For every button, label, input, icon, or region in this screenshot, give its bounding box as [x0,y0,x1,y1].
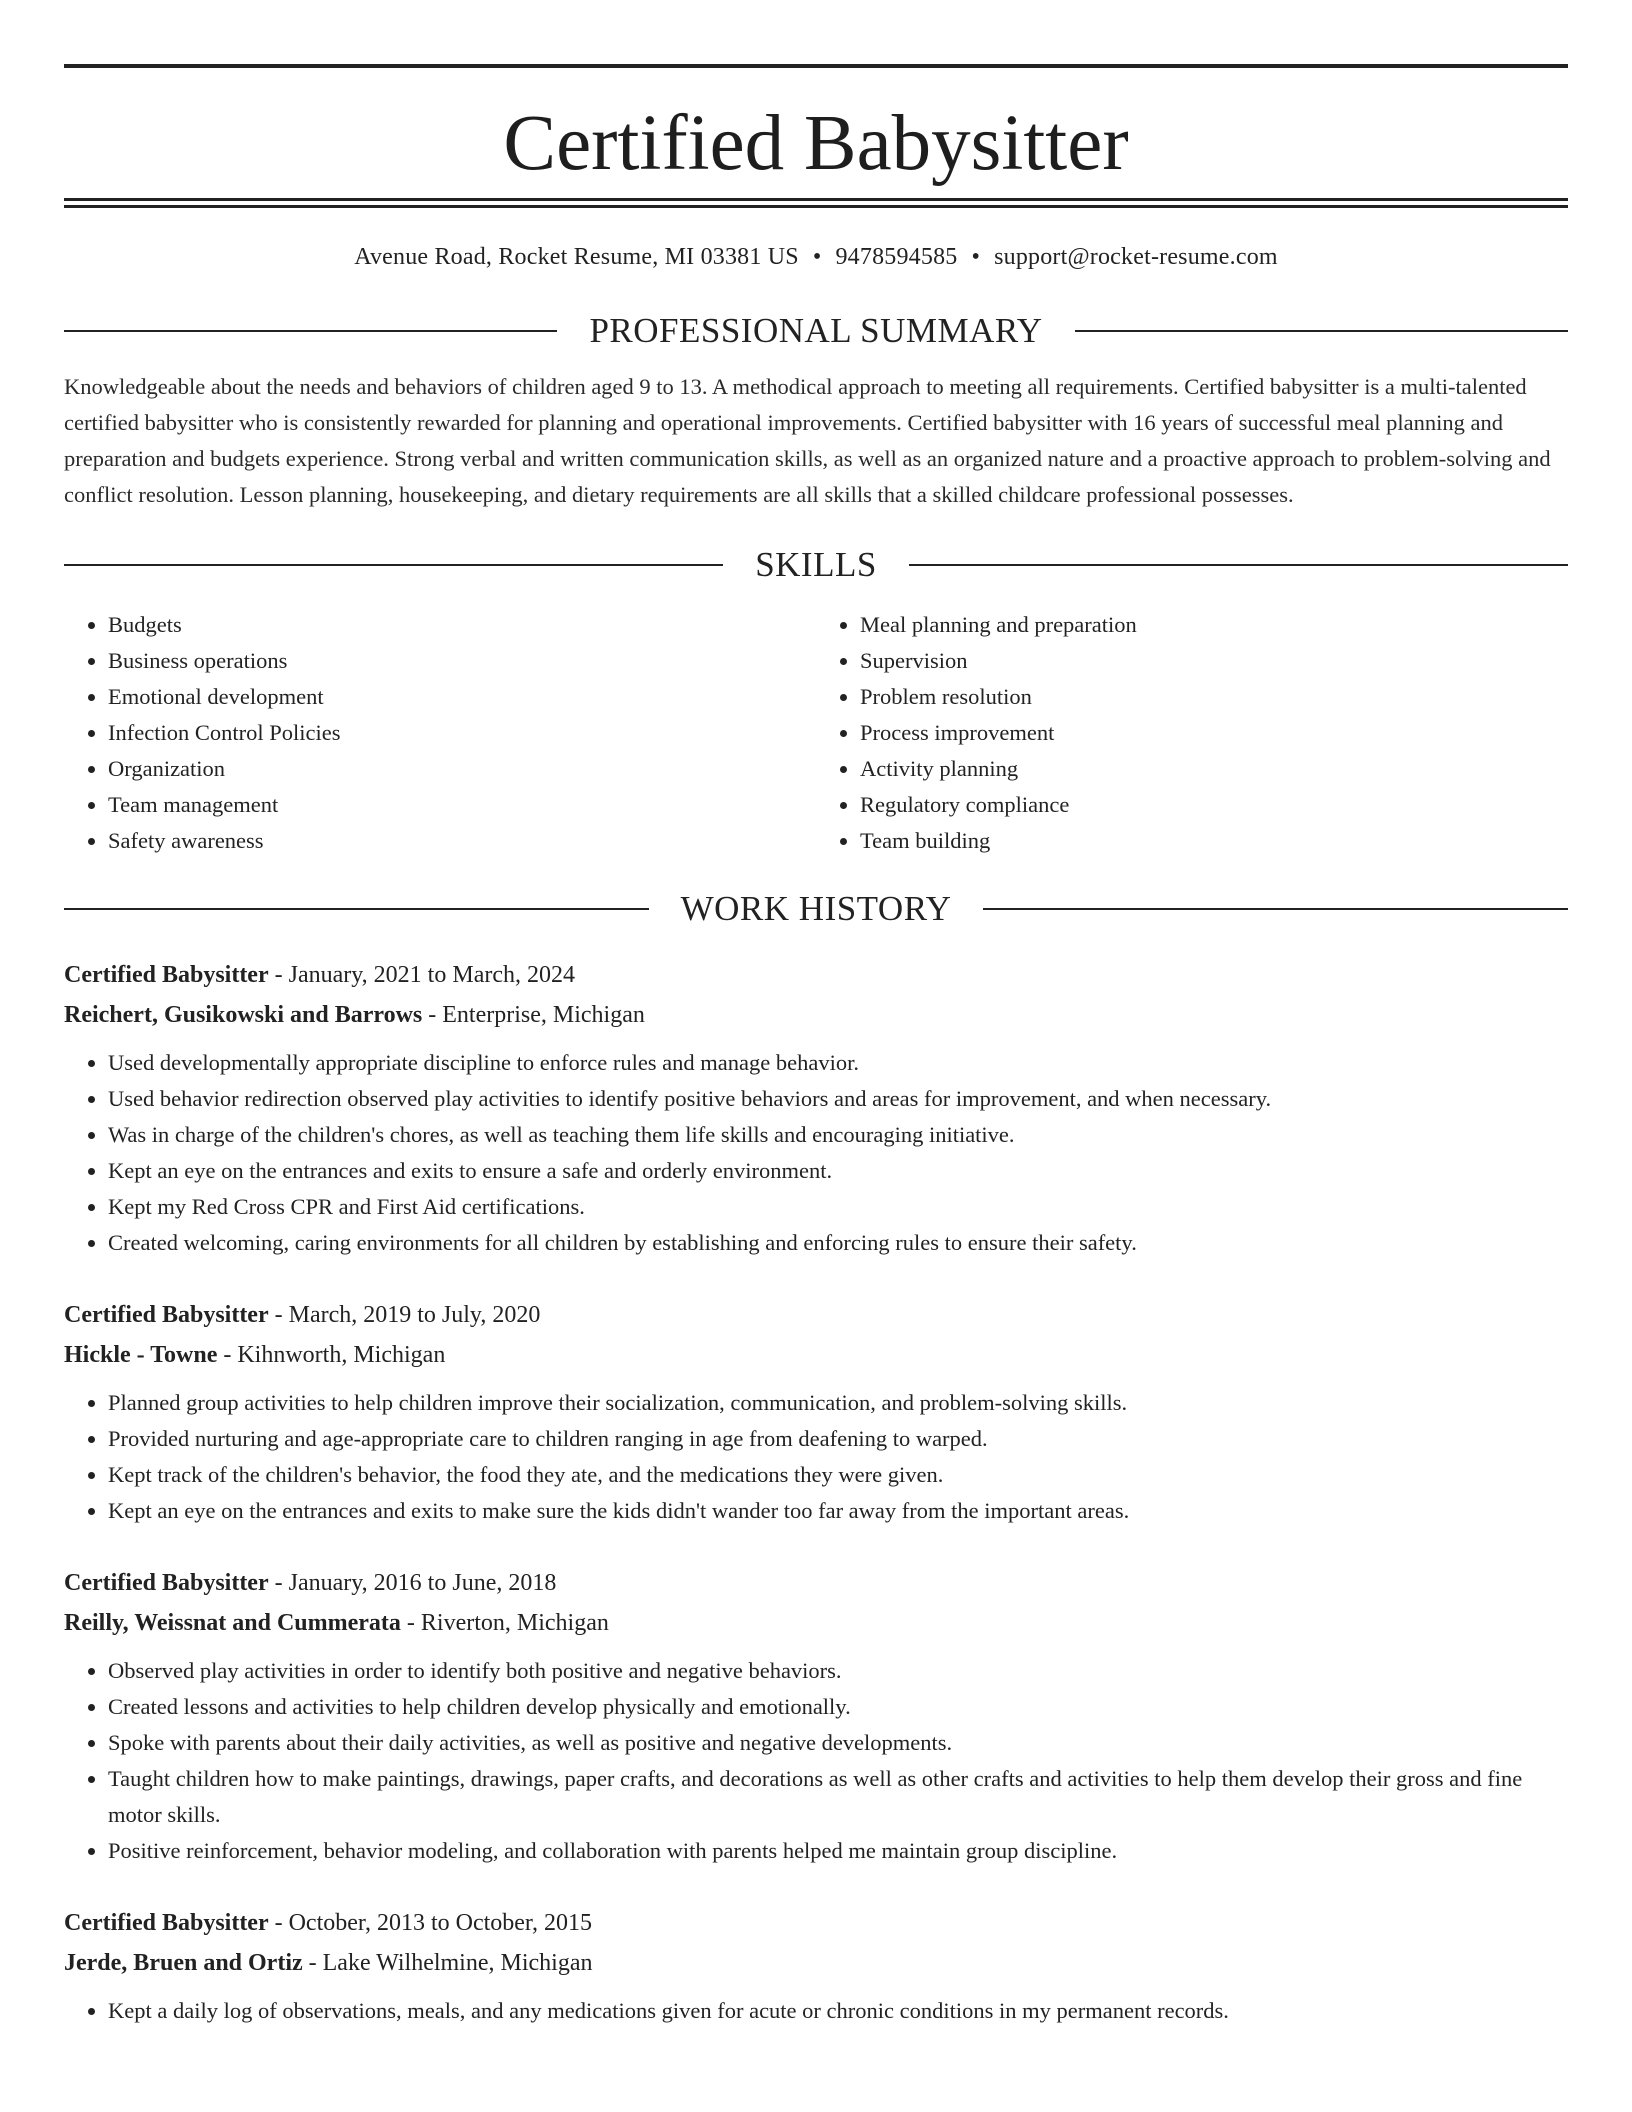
job-bullet: • Provided nurturing and age-appropriate care to children ranging in age from deafening to warped. [108,1421,1568,1457]
job-company: Jerde, Bruen and Ortiz [64,1950,303,1976]
skill-item: • Problem resolution [860,679,1568,715]
resume-title: Certified Babysitter [503,100,1129,187]
contact-address: Avenue Road, Rocket Resume, MI 03381 US [354,244,799,270]
section-rule-right [909,564,1568,566]
job-bullets [64,1045,1568,1261]
job-company-line [64,1943,1568,1983]
work-section-header [64,889,1568,929]
summary-section-title: PROFESSIONAL SUMMARY [589,311,1043,350]
job-bullets [64,1653,1568,1869]
skill-item: • Business operations [108,643,816,679]
job-title: Certified Babysitter [64,1910,269,1936]
job-location: - Enterprise, Michigan [422,1002,645,1028]
section-rule-right [1075,330,1568,332]
job-title: Certified Babysitter [64,962,269,988]
job-bullet: • Positive reinforcement, behavior modeling, and collaboration with parents helped me maintain group discipline. [108,1833,1568,1869]
job-company: Reichert, Gusikowski and Barrows [64,1002,423,1028]
skills-column-right [816,607,1568,859]
summary-text: Knowledgeable about the needs and behaviors of children aged 9 to 13. A methodical approach to meeting all requirements. Certified babysitter is a multi-talented certified babysitter who is consistently rewarded for planning and operational improvements. Certified babysitter with 16 years of successful meal planning and preparation and budgets experience. Strong verbal and written communication skills, as well as an organized nature and a proactive approach to problem-solving and conflict resolution. Lesson planning, housekeeping, and dietary requirements are all skills that a skilled childcare professional possesses. [64,374,1551,507]
job-title-line [64,1563,1568,1603]
job-bullet: • Spoke with parents about their daily activities, as well as positive and negative developments. [108,1725,1568,1761]
job-bullet: • Created lessons and activities to help children develop physically and emotionally. [108,1689,1568,1725]
job-bullet: • Kept an eye on the entrances and exits to ensure a safe and orderly environment. [108,1153,1568,1189]
job-dates: - October, 2013 to October, 2015 [268,1910,592,1936]
job-company-line [64,1603,1568,1643]
job-bullet: • Taught children how to make paintings, drawings, paper crafts, and decorations as well as other crafts and activities to help them develop their gross and fine motor skills. [108,1761,1568,1833]
job-title-line [64,1295,1568,1335]
skills-section-header [64,545,1568,585]
section-rule-left [64,564,723,566]
skill-item: • Activity planning [860,751,1568,787]
job-bullet: • Kept a daily log of observations, meals, and any medications given for acute or chronic conditions in my permanent records. [108,1993,1568,2029]
job-title: Certified Babysitter [64,1570,269,1596]
job-location: - Riverton, Michigan [400,1610,609,1636]
summary-section-header [64,311,1568,351]
job-bullet: • Planned group activities to help children improve their socialization, communication, and problem-solving skills. [108,1385,1568,1421]
job-company-line [64,1335,1568,1375]
contact-separator: • [971,244,981,270]
job-dates: - January, 2016 to June, 2018 [268,1570,557,1596]
job-bullet: • Used developmentally appropriate discipline to enforce rules and manage behavior. [108,1045,1568,1081]
job-entry [64,1295,1568,1529]
top-rule [64,64,1568,68]
title-double-rule [64,198,1568,208]
job-title-line [64,955,1568,995]
job-bullet: • Created welcoming, caring environments for all children by establishing and enforcing rules to ensure their safety. [108,1225,1568,1261]
contact-line [64,244,1568,271]
skill-item: • Team management [108,787,816,823]
section-rule-left [64,330,557,332]
skills-section-title: SKILLS [755,545,877,584]
skill-item: • Regulatory compliance [860,787,1568,823]
skills-column-left [64,607,816,859]
contact-phone: 9478594585 [835,244,958,270]
job-location: - Kihnworth, Michigan [217,1342,446,1368]
job-title: Certified Babysitter [64,1302,269,1328]
work-section-title: WORK HISTORY [680,889,952,928]
job-title-line [64,1903,1568,1943]
job-bullet: • Used behavior redirection observed play activities to identify positive behaviors and areas for improvement, and when necessary. [108,1081,1568,1117]
work-history-list [64,955,1568,2029]
job-company-line [64,995,1568,1035]
skill-item: • Emotional development [108,679,816,715]
skill-item: • Safety awareness [108,823,816,859]
job-location: - Lake Wilhelmine, Michigan [302,1950,593,1976]
contact-email: support@rocket-resume.com [994,244,1278,270]
section-rule-left [64,908,649,910]
job-bullets [64,1385,1568,1529]
job-company: Reilly, Weissnat and Cummerata [64,1610,401,1636]
skills-list [64,607,1568,859]
skill-item: • Infection Control Policies [108,715,816,751]
job-dates: - March, 2019 to July, 2020 [268,1302,541,1328]
resume-page [64,64,1568,2029]
skill-item: • Organization [108,751,816,787]
job-bullet: • Kept an eye on the entrances and exits to make sure the kids didn't wander too far away from the important areas. [108,1493,1568,1529]
contact-separator: • [812,244,822,270]
skill-item: • Supervision [860,643,1568,679]
job-bullet: • Kept track of the children's behavior, the food they ate, and the medications they were given. [108,1457,1568,1493]
skill-item: • Process improvement [860,715,1568,751]
job-entry [64,1903,1568,2029]
job-bullet: • Kept my Red Cross CPR and First Aid certifications. [108,1189,1568,1225]
job-bullet: • Observed play activities in order to identify both positive and negative behaviors. [108,1653,1568,1689]
job-dates: - January, 2021 to March, 2024 [268,962,575,988]
skill-item: • Budgets [108,607,816,643]
job-entry [64,955,1568,1261]
skill-item: • Team building [860,823,1568,859]
job-entry [64,1563,1568,1869]
job-bullets [64,1993,1568,2029]
job-bullet: • Was in charge of the children's chores, as well as teaching them life skills and encouraging initiative. [108,1117,1568,1153]
job-company: Hickle - Towne [64,1342,218,1368]
section-rule-right [983,908,1568,910]
skill-item: • Meal planning and preparation [860,607,1568,643]
